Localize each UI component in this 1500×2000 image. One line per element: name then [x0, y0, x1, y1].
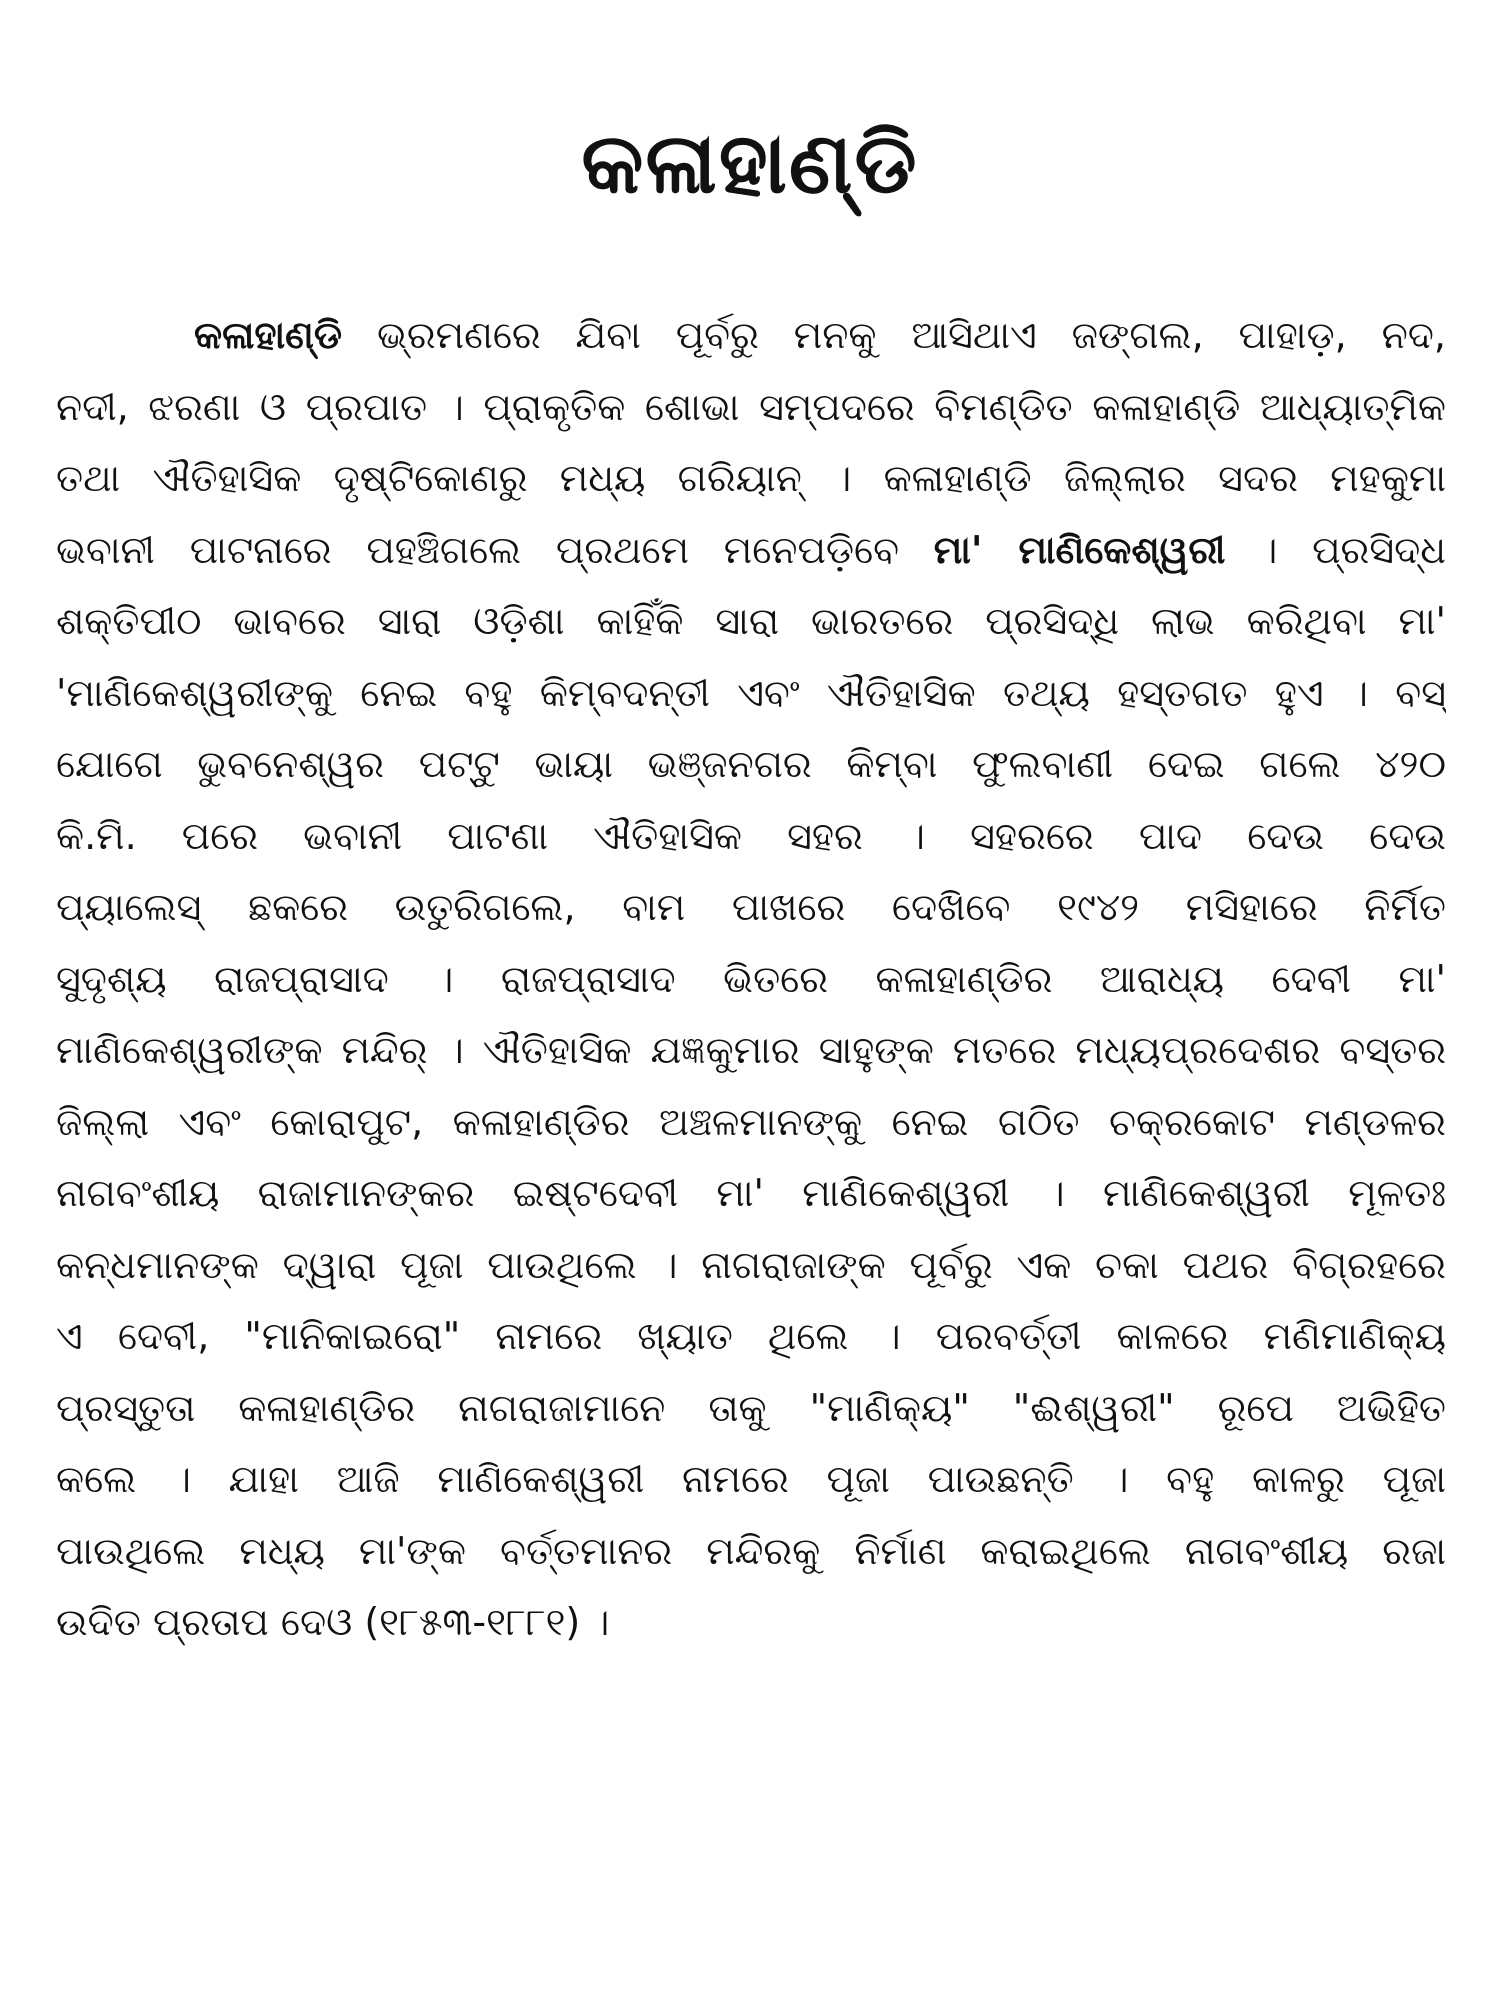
paragraph-line-6: 'ମାଣିକେଶ୍ୱରୀଙ୍କୁ ନେଇ ବହୁ କିମ୍ବଦନ୍ତୀ ଏବଂ ଐତିହାସିକ ତଥ୍ୟ ହସ୍ତଗତ ହୁଏ । ବସ୍: [56, 670, 1446, 715]
body-paragraph: [56, 300, 1446, 1659]
paragraph-line-9: ପ୍ୟାଲେସ୍ ଛକରେ ଉତୁରିଗଲେ, ବାମ ପାଖରେ ଦେଖିବେ ୧୯୪୨ ମସିହାରେ ନିର୍ମିତ: [56, 885, 1446, 929]
paragraph-line-15: ଏ ଦେବୀ, "ମାନିକାଇରୋ" ନାମରେ ଖ୍ୟାତ ଥିଲେ । ପରବର୍ତ୍ତୀ କାଳରେ ମଣିମାଣିକ୍ୟ: [56, 1314, 1446, 1358]
paragraph-line-5: ଶକ୍ତିପୀଠ ଭାବରେ ସାରା ଓଡ଼ିଶା କାହିଁକି ସାରା ଭାରତରେ ପ୍ରସିଦ୍ଧି ଲାଭ କରିଥିବା ମା': [56, 599, 1446, 643]
paragraph-line-18: ପାଉଥିଲେ ମଧ୍ୟ ମା'ଙ୍କ ବର୍ତ୍ତମାନର ମନ୍ଦିରକୁ ନିର୍ମାଣ କରାଇଥିଲେ ନାଗବଂଶୀୟ ରଜା: [56, 1528, 1446, 1573]
paragraph-line-14: କନ୍ଧମାନଙ୍କ ଦ୍ୱାରା ପୂଜା ପାଉଥିଲେ । ନାଗରାଜାଙ୍କ ପୂର୍ବରୁ ଏକ ଚକା ପଥର ବିଗ୍ରହରେ: [56, 1242, 1446, 1287]
paragraph-line-7: ଯୋଗେ ଭୁବନେଶ୍ୱର ପଟ୍ଟୁ ଭାୟା ଭଞ୍ଜନଗର କିମ୍ବା ଫୁଲବାଣୀ ଦେଇ ଗଲେ ୪୨୦: [56, 742, 1446, 786]
paragraph-line-2: ନଦୀ, ଝରଣା ଓ ପ୍ରପାତ । ପ୍ରାକୃତିକ ଶୋଭା ସମ୍ପଦରେ ବିମଣ୍ଡିତ କଳାହାଣ୍ଡି ଆଧ୍ୟାତ୍ମିକ: [56, 384, 1446, 429]
paragraph-line-13: ନାଗବଂଶୀୟ ରାଜାମାନଙ୍କର ଇଷ୍ଟଦେବୀ ମା' ମାଣିକେଶ୍ୱରୀ । ମାଣିକେଶ୍ୱରୀ ମୂଳତଃ: [56, 1171, 1446, 1215]
paragraph-line-17: କଲେ । ଯାହା ଆଜି ମାଣିକେଶ୍ୱରୀ ନାମରେ ପୂଜା ପାଉଛନ୍ତି । ବହୁ କାଳରୁ ପୂଜା: [56, 1457, 1446, 1501]
paragraph-line-8: କି.ମି. ପରେ ଭବାନୀ ପାଟଣା ଐତିହାସିକ ସହର । ସହରରେ ପାଦ ଦେଉ ଦେଉ: [56, 813, 1446, 858]
page-title: କଳାହାଣ୍ଡି: [581, 114, 919, 212]
line-4-after: । ପ୍ରସିଦ୍ଧ: [1225, 527, 1446, 572]
paragraph-line-12: ଜିଲ୍ଲା ଏବଂ କୋରାପୁଟ, କଳାହାଣ୍ଡିର ଅଞ୍ଚଳମାନଙ୍କୁ ନେଇ ଗଠିତ ଚକ୍ରକୋଟ ମଣ୍ଡଳର: [56, 1099, 1446, 1144]
emphasis-deity-name: ମା' ମାଣିକେଶ୍ୱରୀ: [933, 527, 1226, 572]
paragraph-line-10: ସୁଦୃଶ୍ୟ ରାଜପ୍ରାସାଦ । ରାଜପ୍ରାସାଦ ଭିତରେ କଳାହାଣ୍ଡିର ଆରାଧ୍ୟ ଦେବୀ ମା': [56, 956, 1446, 1001]
line-1-text: ଭ୍ରମଣରେ ଯିବା ପୂର୍ବରୁ ମନକୁ ଆସିଥାଏ ଜଙ୍ଗଲ, ପାହାଡ଼, ନଦ,: [342, 313, 1446, 357]
paragraph-line-4: [56, 515, 1446, 587]
lead-word: କଳାହାଣ୍ଡି: [194, 313, 343, 357]
paragraph-line-16: ପ୍ରସ୍ତୁତା କଳାହାଣ୍ଡିର ନାଗରାଜାମାନେ ତାକୁ "ମାଣିକ୍ୟ" "ଈଶ୍ୱରୀ" ରୂପେ ଅଭିହିତ: [56, 1385, 1446, 1430]
paragraph-line-19: ଉଦିତ ପ୍ରତାପ ଦେଓ (୧୮୫୩-୧୮୮୧) ।: [56, 1600, 610, 1644]
paragraph-line-11: ମାଣିକେଶ୍ୱରୀଙ୍କ ମନ୍ଦିର୍ । ଐତିହାସିକ ଯଜ୍ଞକୁମାର ସାହୁଙ୍କ ମତରେ ମଧ୍ୟପ୍ରଦେଶର ବସ୍ତର: [56, 1028, 1446, 1072]
line-4-before: ଭବାନୀ ପାଟନାରେ ପହଞ୍ଚିଗଲେ ପ୍ରଥମେ ମନେପଡ଼ିବେ: [56, 527, 934, 572]
paragraph-line-1: [56, 300, 1446, 372]
paragraph-line-3: ତଥା ଐତିହାସିକ ଦୃଷ୍ଟିକୋଣରୁ ମଧ୍ୟ ଗରିୟାନ୍ । କଳାହାଣ୍ଡି ଜିଲ୍ଲାର ସଦର ମହକୁମା: [56, 456, 1446, 500]
